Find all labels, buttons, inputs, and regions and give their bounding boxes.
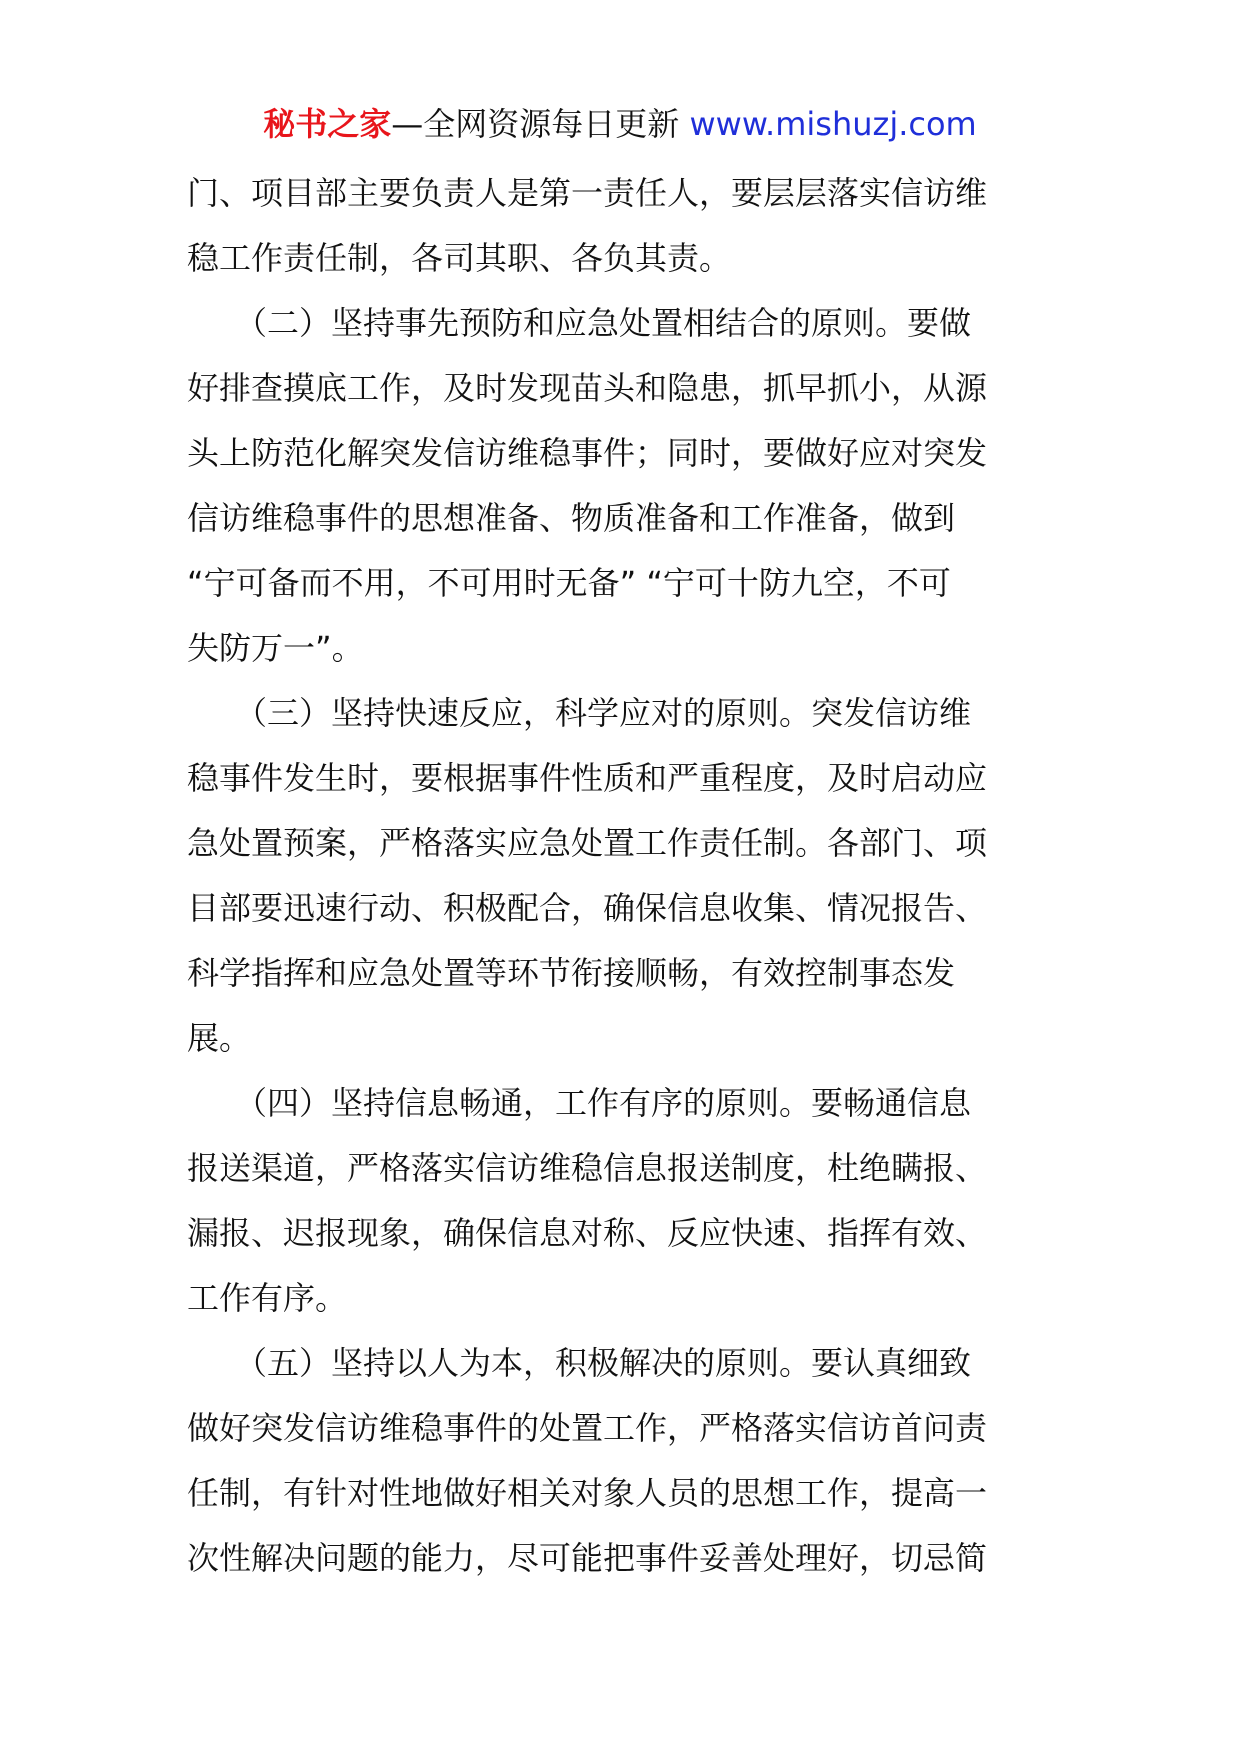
text-line: 目部要迅速行动、积极配合，确保信息收集、情况报告、 (187, 889, 988, 927)
document-body (187, 161, 1057, 1591)
text-line: 信访维稳事件的思想准备、物质准备和工作准备，做到 (187, 499, 956, 537)
text-line: 科学指挥和应急处置等环节衔接顺畅，有效控制事态发 (187, 954, 956, 992)
text-line: （四）坚持信息畅通，工作有序的原则。要畅通信息 (187, 1084, 972, 1122)
text-line: 任制，有针对性地做好相关对象人员的思想工作，提高一 (187, 1474, 988, 1512)
text-line: 稳事件发生时，要根据事件性质和严重程度，及时启动应 (187, 759, 988, 797)
text-line: 工作有序。 (187, 1279, 348, 1317)
text-line: 急处置预案，严格落实应急处置工作责任制。各部门、项 (187, 824, 988, 862)
text-line: 失防万一”。 (187, 629, 364, 667)
site-header (0, 98, 1240, 150)
text-line: 报送渠道，严格落实信访维稳信息报送制度，杜绝瞒报、 (187, 1149, 988, 1187)
text-line: 次性解决问题的能力，尽可能把事件妥善处理好，切忌简 (187, 1539, 988, 1577)
text-line: 门、项目部主要负责人是第一责任人，要层层落实信访维 (187, 174, 988, 212)
text-line: （二）坚持事先预防和应急处置相结合的原则。要做 (187, 304, 972, 342)
text-line: 稳工作责任制，各司其职、各负其责。 (187, 239, 732, 277)
text-line: 好排查摸底工作，及时发现苗头和隐患，抓早抓小，从源 (187, 369, 988, 407)
site-brand: 秘书之家 (263, 105, 392, 143)
text-line: 头上防范化解突发信访维稳事件；同时，要做好应对突发 (187, 434, 988, 472)
text-line: （五）坚持以人为本，积极解决的原则。要认真细致 (187, 1344, 972, 1382)
text-line: 做好突发信访维稳事件的处置工作，严格落实信访首问责 (187, 1409, 988, 1447)
text-line: 展。 (187, 1019, 252, 1057)
site-url[interactable]: www.mishuzj.com (689, 105, 977, 143)
text-line: 漏报、迟报现象，确保信息对称、反应快速、指挥有效、 (187, 1214, 988, 1252)
text-line: （三）坚持快速反应，科学应对的原则。突发信访维 (187, 694, 972, 732)
site-slogan: —全网资源每日更新 (391, 105, 690, 143)
text-line: “宁可备而不用，不可用时无备” “宁可十防九空，不可 (187, 564, 951, 602)
